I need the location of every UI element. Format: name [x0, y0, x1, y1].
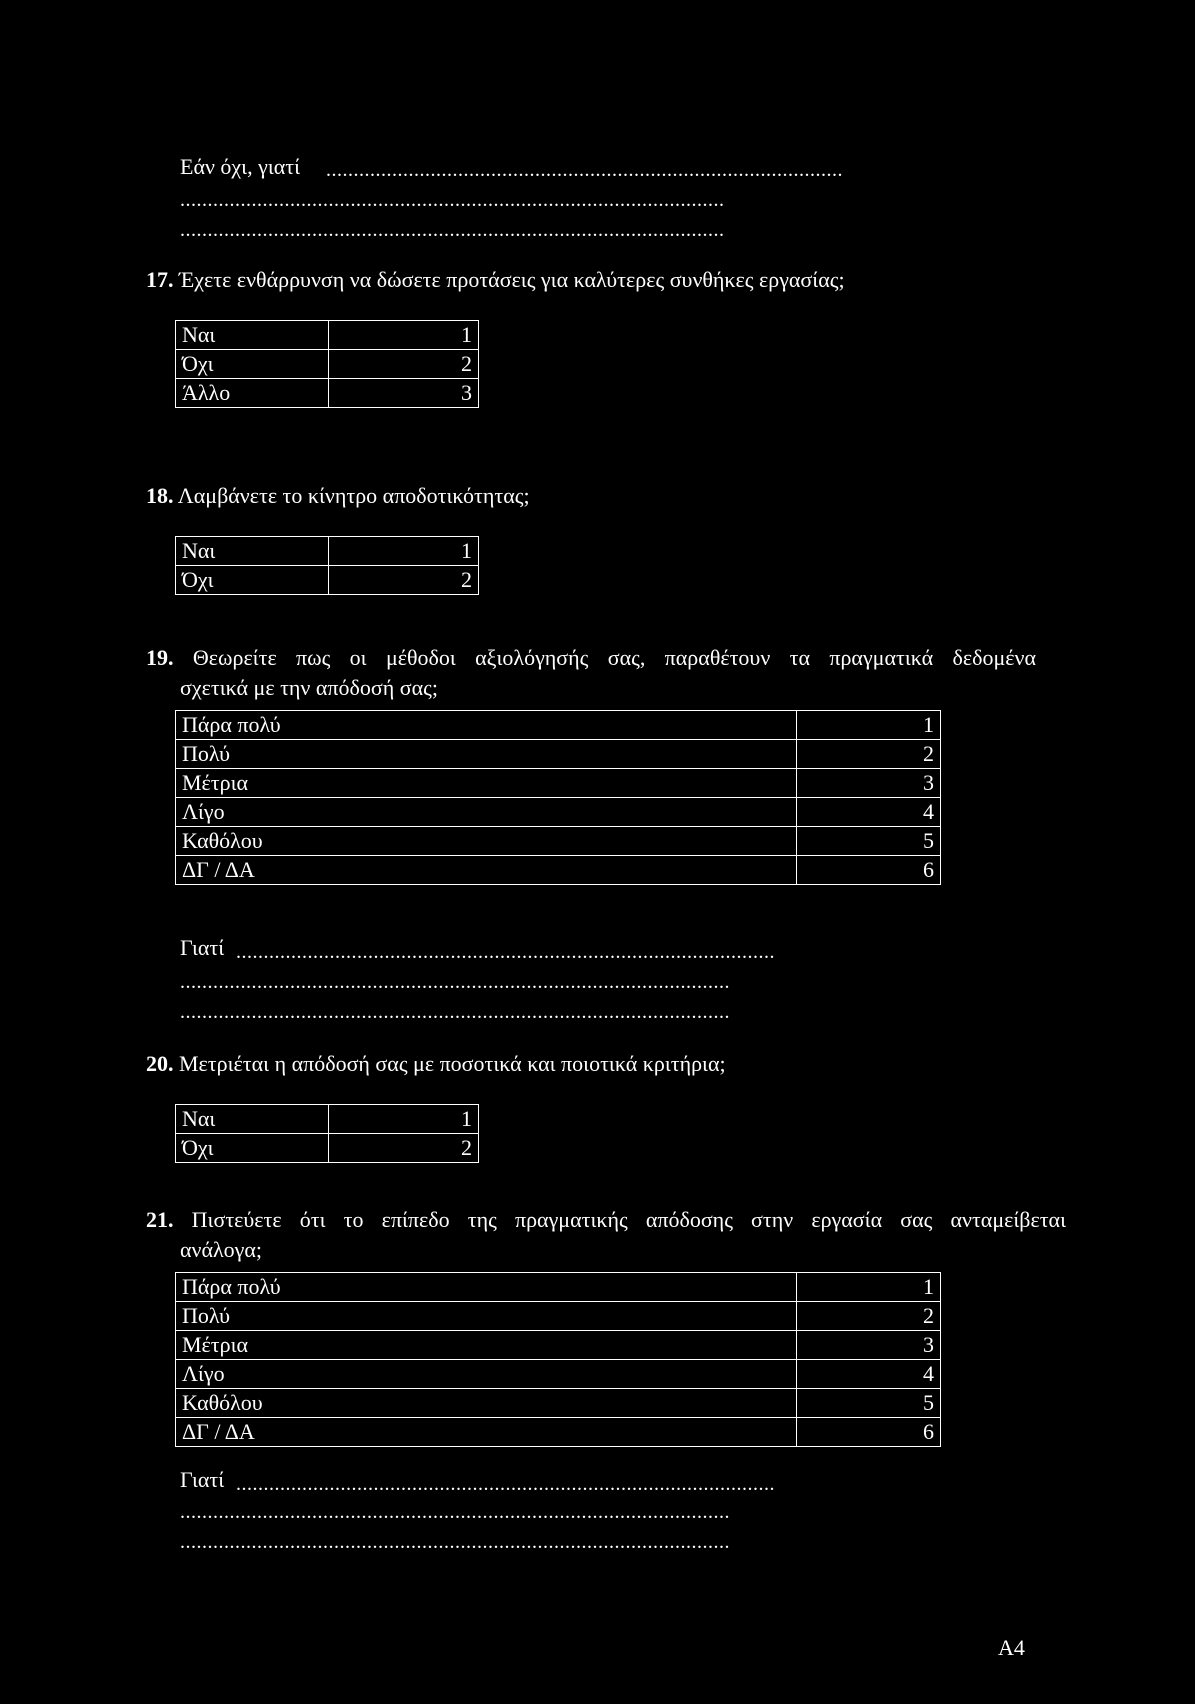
option-label: Ναι [176, 1105, 329, 1134]
answer-line[interactable]: ................................................................................................... [180, 190, 725, 210]
option-row[interactable] [176, 1134, 479, 1163]
option-row[interactable] [176, 1389, 941, 1418]
followup-prompt [180, 153, 300, 181]
answer-line[interactable]: ................................................................................................... [180, 220, 725, 240]
question-text: Έχετε ενθάρρυνση να δώσετε προτάσεις για καλύτερες συνθήκες εργασίας; [179, 267, 845, 292]
answer-line[interactable]: .................................................................................................... [180, 972, 730, 992]
answer-options-table [175, 710, 941, 885]
option-row[interactable] [176, 1331, 941, 1360]
option-row[interactable] [176, 1418, 941, 1447]
answer-line[interactable]: .................................................................................................. [236, 1474, 775, 1494]
question-17 [146, 266, 845, 294]
question-text: Μετριέται η απόδοσή σας με ποσοτικά και ποιοτικά κριτήρια; [179, 1051, 726, 1076]
option-row[interactable] [176, 798, 941, 827]
why-prompt: Γιατί [180, 935, 225, 960]
question-number: 18. [146, 483, 174, 508]
option-label: Μέτρια [176, 769, 797, 798]
option-row[interactable] [176, 856, 941, 885]
question-text: Λαμβάνετε το κίνητρο αποδοτικότητας; [177, 483, 530, 508]
option-row[interactable] [176, 537, 479, 566]
question-number: 21. [146, 1207, 174, 1232]
option-code: 1 [329, 1105, 479, 1134]
option-label: Μέτρια [176, 1331, 797, 1360]
answer-line[interactable]: .................................................................................................. [236, 942, 775, 962]
option-label: Ναι [176, 537, 329, 566]
option-row[interactable] [176, 1273, 941, 1302]
question-18 [146, 482, 530, 510]
option-label: Όχι [176, 350, 329, 379]
option-row[interactable] [176, 740, 941, 769]
option-label: Λίγο [176, 1360, 797, 1389]
option-code: 6 [797, 1418, 941, 1447]
option-code: 1 [329, 321, 479, 350]
option-code: 3 [797, 1331, 941, 1360]
option-row[interactable] [176, 827, 941, 856]
option-row[interactable] [176, 350, 479, 379]
answer-line[interactable]: .................................................................................................... [180, 1532, 730, 1552]
option-code: 1 [797, 711, 941, 740]
option-code: 3 [797, 769, 941, 798]
question-number: 20. [146, 1051, 174, 1076]
option-code: 1 [329, 537, 479, 566]
question-20 [146, 1050, 726, 1078]
question-19-continued: σχετικά με την απόδοσή σας; [180, 675, 438, 700]
option-label: Καθόλου [176, 1389, 797, 1418]
option-code: 5 [797, 1389, 941, 1418]
option-label: Άλλο [176, 379, 329, 408]
option-row[interactable] [176, 1105, 479, 1134]
question-text: Θεωρείτε πως οι μέθοδοι αξιολόγησής σας, παραθέτουν τα πραγματικά δεδομένα [192, 645, 1037, 670]
option-code: 4 [797, 1360, 941, 1389]
answer-options-table [175, 1272, 941, 1447]
option-row[interactable] [176, 769, 941, 798]
option-label: ΔΓ / ΔΑ [176, 1418, 797, 1447]
answer-line[interactable]: .............................................................................................. [326, 160, 843, 180]
answer-options-table [175, 1104, 479, 1163]
option-label: Ναι [176, 321, 329, 350]
option-code: 3 [329, 379, 479, 408]
option-label: Όχι [176, 1134, 329, 1163]
answer-line[interactable]: .................................................................................................... [180, 1002, 730, 1022]
question-number: 17. [146, 267, 174, 292]
option-row[interactable] [176, 566, 479, 595]
option-code: 1 [797, 1273, 941, 1302]
option-code: 2 [797, 1302, 941, 1331]
option-row[interactable] [176, 379, 479, 408]
answer-options-table [175, 320, 479, 408]
option-label: Λίγο [176, 798, 797, 827]
option-code: 2 [329, 350, 479, 379]
answer-options-table [175, 536, 479, 595]
question-number: 19. [146, 645, 174, 670]
option-row[interactable] [176, 321, 479, 350]
option-label: Πάρα πολύ [176, 711, 797, 740]
option-code: 2 [797, 740, 941, 769]
option-code: 5 [797, 827, 941, 856]
option-code: 2 [329, 1134, 479, 1163]
option-code: 6 [797, 856, 941, 885]
option-label: Όχι [176, 566, 329, 595]
option-row[interactable] [176, 1302, 941, 1331]
answer-line[interactable]: .................................................................................................... [180, 1502, 730, 1522]
question-text: Πιστεύετε ότι το επίπεδο της πραγματικής απόδοσης στην εργασία σας ανταμείβεται [191, 1207, 1067, 1232]
question-21-continued: ανάλογα; [180, 1237, 263, 1262]
question-19 [146, 644, 1036, 672]
question-21 [146, 1206, 1066, 1234]
option-code: 2 [329, 566, 479, 595]
why-prompt: Γιατί [180, 1467, 225, 1492]
page-number: A4 [998, 1635, 1025, 1660]
option-code: 4 [797, 798, 941, 827]
option-row[interactable] [176, 1360, 941, 1389]
option-label: Πάρα πολύ [176, 1273, 797, 1302]
option-label: Πολύ [176, 1302, 797, 1331]
option-label: ΔΓ / ΔΑ [176, 856, 797, 885]
option-label: Καθόλου [176, 827, 797, 856]
followup-prompt-label: Εάν όχι, γιατί [180, 154, 301, 179]
option-row[interactable] [176, 711, 941, 740]
option-label: Πολύ [176, 740, 797, 769]
